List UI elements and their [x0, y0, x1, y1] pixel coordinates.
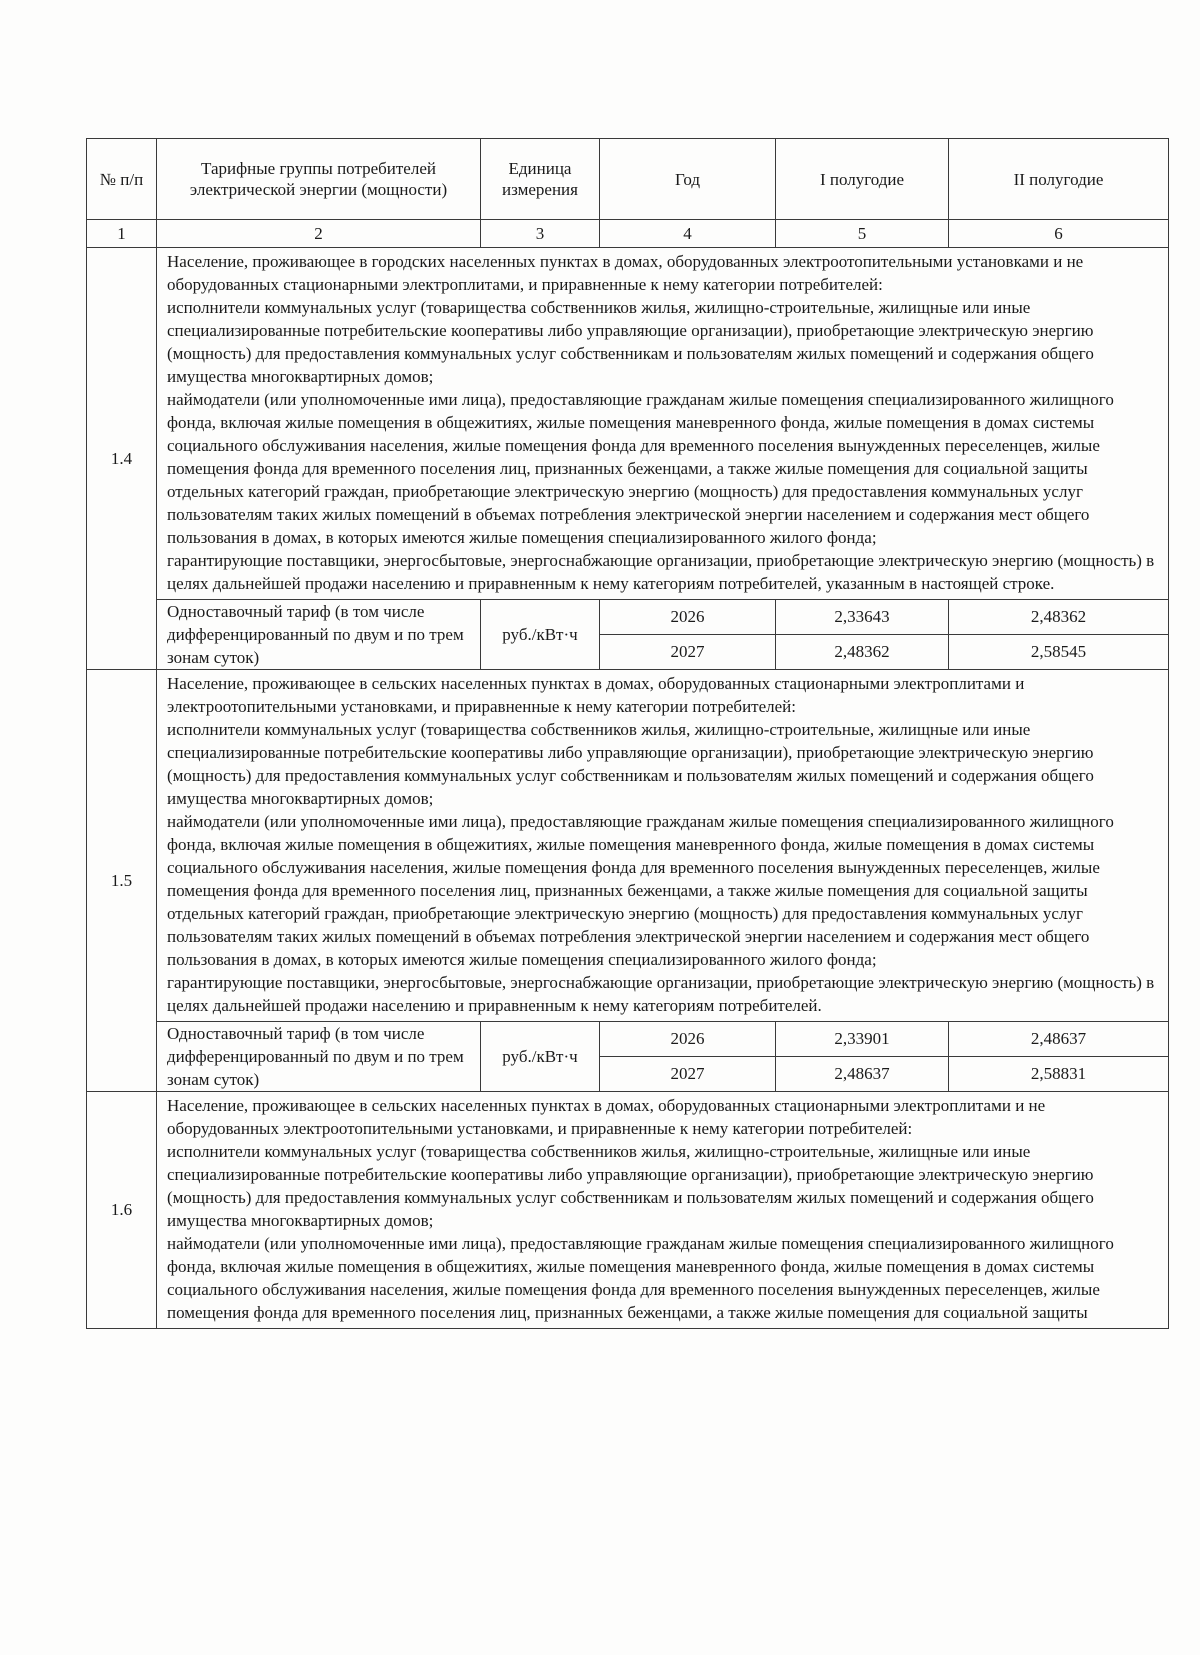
half2-value: 2,58831 — [949, 1057, 1169, 1092]
tariff-name: Одноставочный тариф (в том числе дифференцированный по двум и по трем зонам суток) — [157, 1022, 481, 1092]
tariff-name: Одноставочный тариф (в том числе дифференцированный по двум и по трем зонам суток) — [157, 600, 481, 670]
description-paragraph: наймодатели (или уполномоченные ими лица), предоставляющие гражданам жилые помещения специализированного жилищного фонда, включая жилые помещения в общежитиях, жилые помещения маневренного фонда, жилые помещения в домах системы социального обслуживания населения, жилые помещения фонда для временного поселения вынужденных переселенцев, жилые помещения фонда для временного поселения лиц, признанных беженцами, а также жилые помещения для социальной защиты отдельных категорий граждан, приобретающие электрическую энергию (мощность) для предоставления коммунальных услуг пользователям таких жилых помещений в объемах потребления электрической энергии населением и содержания мест общего пользования в домах, в которых имеются жилые помещения специализированного жилого фонда; — [167, 812, 1114, 969]
half2-value: 2,48362 — [949, 600, 1169, 635]
description-paragraph: Население, проживающее в городских населенных пунктах в домах, оборудованных электроотопительными установками и не оборудованных стационарными электроплитами, и приравненные к нему категории потребителей: — [167, 252, 1084, 294]
half1-value: 2,33901 — [776, 1022, 949, 1057]
description-paragraph: гарантирующие поставщики, энергосбытовые, энергоснабжающие организации, приобретающие электрическую энергию (мощность) в целях дальнейшей продажи населению и приравненным к нему категориям потребителей. — [167, 973, 1155, 1015]
row-description — [157, 670, 1169, 1022]
column-number: 6 — [949, 220, 1169, 248]
description-paragraph: наймодатели (или уполномоченные ими лица), предоставляющие гражданам жилые помещения специализированного жилищного фонда, включая жилые помещения в общежитиях, жилые помещения маневренного фонда, жилые помещения в домах системы социального обслуживания населения, жилые помещения фонда для временного поселения вынужденных переселенцев, жилые помещения фонда для временного поселения лиц, признанных беженцами, а также жилые помещения для социальной защиты отдельных категорий граждан, приобретающие электрическую энергию (мощность) для предоставления коммунальных услуг пользователям таких жилых помещений в объемах потребления электрической энергии населением и содержания мест общего пользования в домах, в которых имеются жилые помещения специализированного жилого фонда; — [167, 390, 1114, 547]
description-paragraph: исполнители коммунальных услуг (товарищества собственников жилья, жилищно-строительные, жилищные или иные специализированные потребительские кооперативы либо управляющие организации), приобретающие электрическую энергию (мощность) для предоставления коммунальных услуг собственникам и пользователям жилых помещений и содержания общего имущества многоквартирных домов; — [167, 720, 1094, 808]
half2-value: 2,58545 — [949, 635, 1169, 670]
table-row — [87, 670, 1169, 1022]
column-number: 3 — [481, 220, 600, 248]
row-description — [157, 248, 1169, 600]
row-number: 1.6 — [87, 1092, 157, 1329]
table-row — [87, 1092, 1169, 1329]
half1-value: 2,48637 — [776, 1057, 949, 1092]
table-column-numbers-row — [87, 220, 1169, 248]
row-number: 1.5 — [87, 670, 157, 1092]
column-number: 2 — [157, 220, 481, 248]
row-description — [157, 1092, 1169, 1329]
description-paragraph: Население, проживающее в сельских населенных пунктах в домах, оборудованных стационарными электроплитами и электроотопительными установками, и приравненные к нему категории потребителей: — [167, 674, 1025, 716]
header-col-unit: Единица измерения — [481, 139, 600, 220]
half1-value: 2,48362 — [776, 635, 949, 670]
year-cell: 2026 — [600, 600, 776, 635]
row-number: 1.4 — [87, 248, 157, 670]
year-cell: 2027 — [600, 635, 776, 670]
header-col-half1: I полугодие — [776, 139, 949, 220]
year-cell: 2027 — [600, 1057, 776, 1092]
description-paragraph: исполнители коммунальных услуг (товарищества собственников жилья, жилищно-строительные, жилищные или иные специализированные потребительские кооперативы либо управляющие организации), приобретающие электрическую энергию (мощность) для предоставления коммунальных услуг собственникам и пользователям жилых помещений и содержания общего имущества многоквартирных домов; — [167, 298, 1094, 386]
unit-cell: руб./кВт·ч — [481, 1022, 600, 1092]
header-col-number: № п/п — [87, 139, 157, 220]
header-col-group: Тарифные группы потребителей электрической энергии (мощности) — [157, 139, 481, 220]
table-row — [87, 600, 1169, 635]
column-number: 5 — [776, 220, 949, 248]
header-col-year: Год — [600, 139, 776, 220]
column-number: 4 — [600, 220, 776, 248]
description-paragraph: Население, проживающее в сельских населенных пунктах в домах, оборудованных стационарными электроплитами и не оборудованных электроотопительными установками, и приравненные к нему категории потребителей: — [167, 1096, 1046, 1138]
tariff-table — [86, 138, 1169, 1329]
table-header-row — [87, 139, 1169, 220]
header-col-half2: II полугодие — [949, 139, 1169, 220]
unit-cell: руб./кВт·ч — [481, 600, 600, 670]
table-row — [87, 1022, 1169, 1057]
description-paragraph: исполнители коммунальных услуг (товарищества собственников жилья, жилищно-строительные, жилищные или иные специализированные потребительские кооперативы либо управляющие организации), приобретающие электрическую энергию (мощность) для предоставления коммунальных услуг собственникам и пользователям жилых помещений и содержания общего имущества многоквартирных домов; — [167, 1142, 1094, 1230]
half2-value: 2,48637 — [949, 1022, 1169, 1057]
column-number: 1 — [87, 220, 157, 248]
year-cell: 2026 — [600, 1022, 776, 1057]
half1-value: 2,33643 — [776, 600, 949, 635]
description-paragraph: гарантирующие поставщики, энергосбытовые, энергоснабжающие организации, приобретающие электрическую энергию (мощность) в целях дальнейшей продажи населению и приравненным к нему категориям потребителей, указанным в настоящей строке. — [167, 551, 1155, 593]
table-row — [87, 248, 1169, 600]
description-paragraph: наймодатели (или уполномоченные ими лица), предоставляющие гражданам жилые помещения специализированного жилищного фонда, включая жилые помещения в общежитиях, жилые помещения маневренного фонда, жилые помещения в домах системы социального обслуживания населения, жилые помещения фонда для временного поселения вынужденных переселенцев, жилые помещения фонда для временного поселения лиц, признанных беженцами, а также жилые помещения для социальной защиты — [167, 1234, 1114, 1322]
